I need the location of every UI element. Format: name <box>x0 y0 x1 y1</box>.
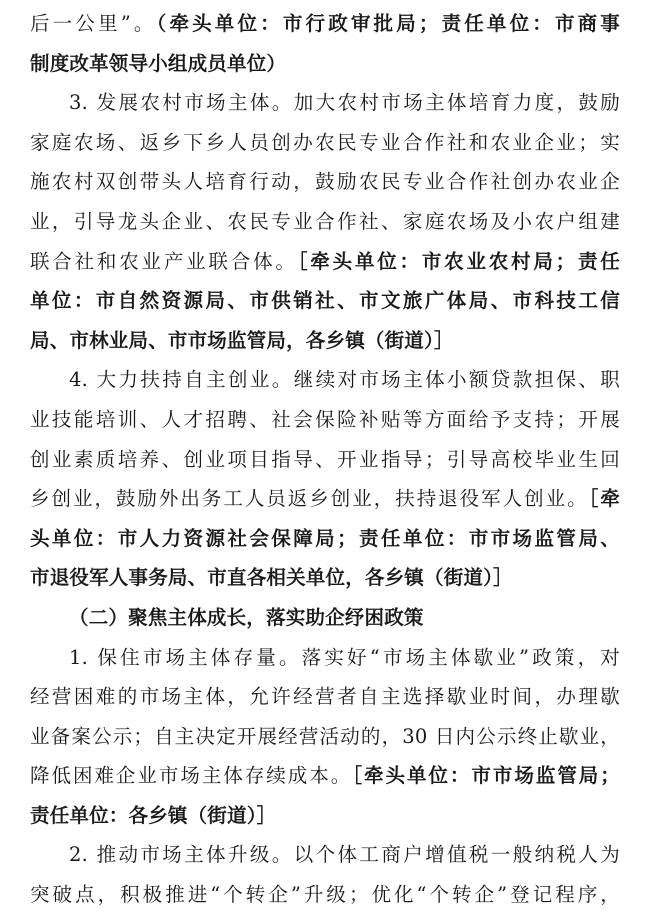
bold-text-segment: 责任单位：各乡镇（街道）］ <box>30 803 277 827</box>
text-segment: 创业素质培养、创业项目指导、开业指导；引导高校毕业生回 <box>30 447 620 471</box>
text-line <box>30 83 620 123</box>
text-line <box>30 479 620 519</box>
text-line <box>30 558 620 598</box>
text-line <box>30 281 620 321</box>
text-line <box>30 162 620 202</box>
bold-text-segment: 市退役军人事务局、市直各相关单位，各乡镇（街道）］ <box>30 566 513 590</box>
text-line <box>30 440 620 480</box>
text-segment: 后一公里”。 <box>30 12 157 35</box>
bold-text-segment: （牵头单位：市行政审批局；责任单位：市商事 <box>156 12 621 35</box>
text-line <box>30 598 620 638</box>
text-line <box>30 519 620 559</box>
text-segment: 2. 推动市场主体升级。以个体工商户增值税一般纳税人为 <box>69 843 620 867</box>
text-segment: 乡创业，鼓励外出务工人员返乡创业，扶持退役军人创业。 <box>30 487 589 511</box>
document-page <box>30 4 620 915</box>
text-line <box>30 796 620 836</box>
text-line <box>30 717 620 757</box>
bold-text-segment: 单位：市自然资源局、市供销社、市文旅广体局、市科技工信 <box>30 289 620 313</box>
text-line <box>30 756 620 796</box>
text-line <box>30 4 620 44</box>
text-segment: 联合社和农业产业联合体。 <box>30 249 298 273</box>
text-line <box>30 400 620 440</box>
text-segment: 4. 大力扶持自主创业。继续对市场主体小额贷款担保、职 <box>69 368 620 392</box>
text-line <box>30 875 620 915</box>
text-segment: 业技能培训、人才招聘、社会保险补贴等方面给予支持；开展 <box>30 407 620 431</box>
text-line <box>30 835 620 875</box>
text-line <box>30 123 620 163</box>
text-segment: 业，引导龙头企业、农民专业合作社、家庭农场及小农户组建 <box>30 209 620 233</box>
bold-text-segment: ［牵头单位：市农业农村局；责任 <box>297 249 620 273</box>
text-line <box>30 638 620 678</box>
bold-text-segment: 制度改革领导小组成员单位） <box>30 51 287 75</box>
text-line <box>30 360 620 400</box>
text-segment: 1. 保住市场主体存量。落实好“市场主体歇业”政策，对 <box>69 645 620 669</box>
text-line <box>30 202 620 242</box>
text-line <box>30 242 620 282</box>
bold-text-segment: 局、市林业局、市市场监管局，各乡镇（街道）］ <box>30 328 454 352</box>
text-line <box>30 321 620 361</box>
text-segment: 家庭农场、返乡下乡人员创办农民专业合作社和农业企业；实 <box>30 130 620 154</box>
bold-text-segment: （二）聚焦主体成长，落实助企纾困政策 <box>69 605 424 629</box>
text-segment: 突破点，积极推进“个转企”升级；优化“个转企”登记程序， <box>30 883 620 907</box>
text-segment: 经营困难的市场主体，允许经营者自主选择歇业时间，办理歇 <box>30 685 620 709</box>
text-segment: 施农村双创带头人培育行动，鼓励农民专业合作社创办农业企 <box>30 170 620 194</box>
bold-text-segment: ［牵 <box>588 487 620 511</box>
bold-text-segment: 头单位：市人力资源社会保障局；责任单位：市市场监管局、 <box>30 526 620 550</box>
text-segment: 业备案公示；自主决定开展经营活动的，30 日内公示终止歇业， <box>30 724 620 748</box>
text-segment: 降低困难企业市场主体存续成本。 <box>30 764 353 788</box>
bold-text-segment: ［牵头单位：市市场监管局； <box>352 764 620 788</box>
text-line <box>30 44 620 84</box>
text-line <box>30 677 620 717</box>
text-segment: 3. 发展农村市场主体。加大农村市场主体培育力度，鼓励 <box>69 91 620 115</box>
